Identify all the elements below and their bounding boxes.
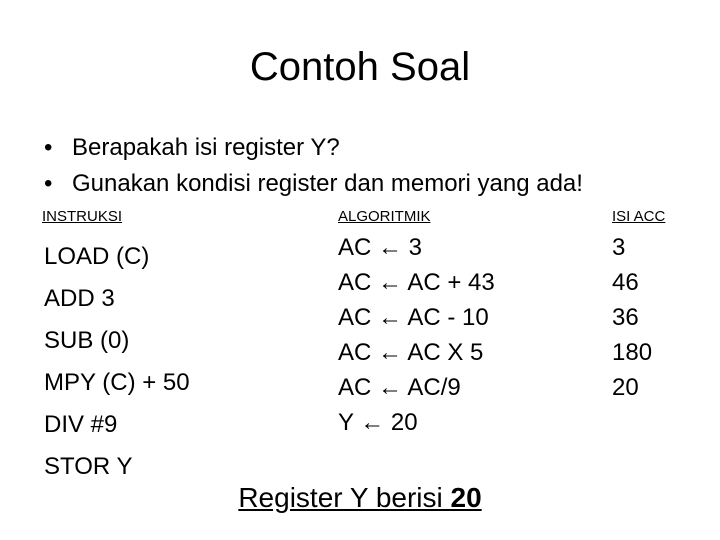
bullet-icon: • [44,134,53,161]
bullet-item [44,166,583,202]
result-prefix: Register Y berisi [238,482,451,513]
header-instruksi: INSTRUKSI [42,208,123,225]
instruction-item: ADD 3 [44,285,115,312]
result-value: 20 [450,482,482,513]
bullet-text: Berapakah isi register Y? [72,134,340,161]
acc-value-list [612,230,652,405]
result-statement [0,480,720,516]
instruction-item: LOAD (C) [44,243,150,270]
algorithmic-item: AC ← 3 [338,234,423,261]
bullet-text: Gunakan kondisi register dan memori yang ada! [72,170,583,197]
algorithmic-item: AC ← AC - 10 [338,304,489,331]
instruction-item: DIV #9 [44,411,118,438]
slide-title: Contoh Soal [249,45,471,89]
header-algoritmik: ALGORITMIK [338,208,431,225]
header-isi-acc: ISI ACC [612,208,666,225]
algorithmic-item: AC ← AC/9 [338,374,461,401]
instruction-list [44,236,190,488]
bullet-item [44,130,583,166]
algorithmic-item: AC ← AC + 43 [338,269,495,296]
instruction-item: MPY (C) + 50 [44,369,190,396]
algorithmic-item: Y ← 20 [338,409,418,436]
bullet-list [44,130,583,202]
algorithmic-list [338,230,495,440]
algorithmic-item: AC ← AC X 5 [338,339,484,366]
acc-value-item: 3 [612,234,626,261]
acc-value-item: 46 [612,269,639,296]
acc-value-item: 36 [612,304,639,331]
bullet-icon: • [44,170,53,197]
acc-value-item: 20 [612,374,639,401]
acc-value-item: 180 [612,339,653,366]
instruction-item: SUB (0) [44,327,130,354]
instruction-item: STOR Y [44,453,133,480]
